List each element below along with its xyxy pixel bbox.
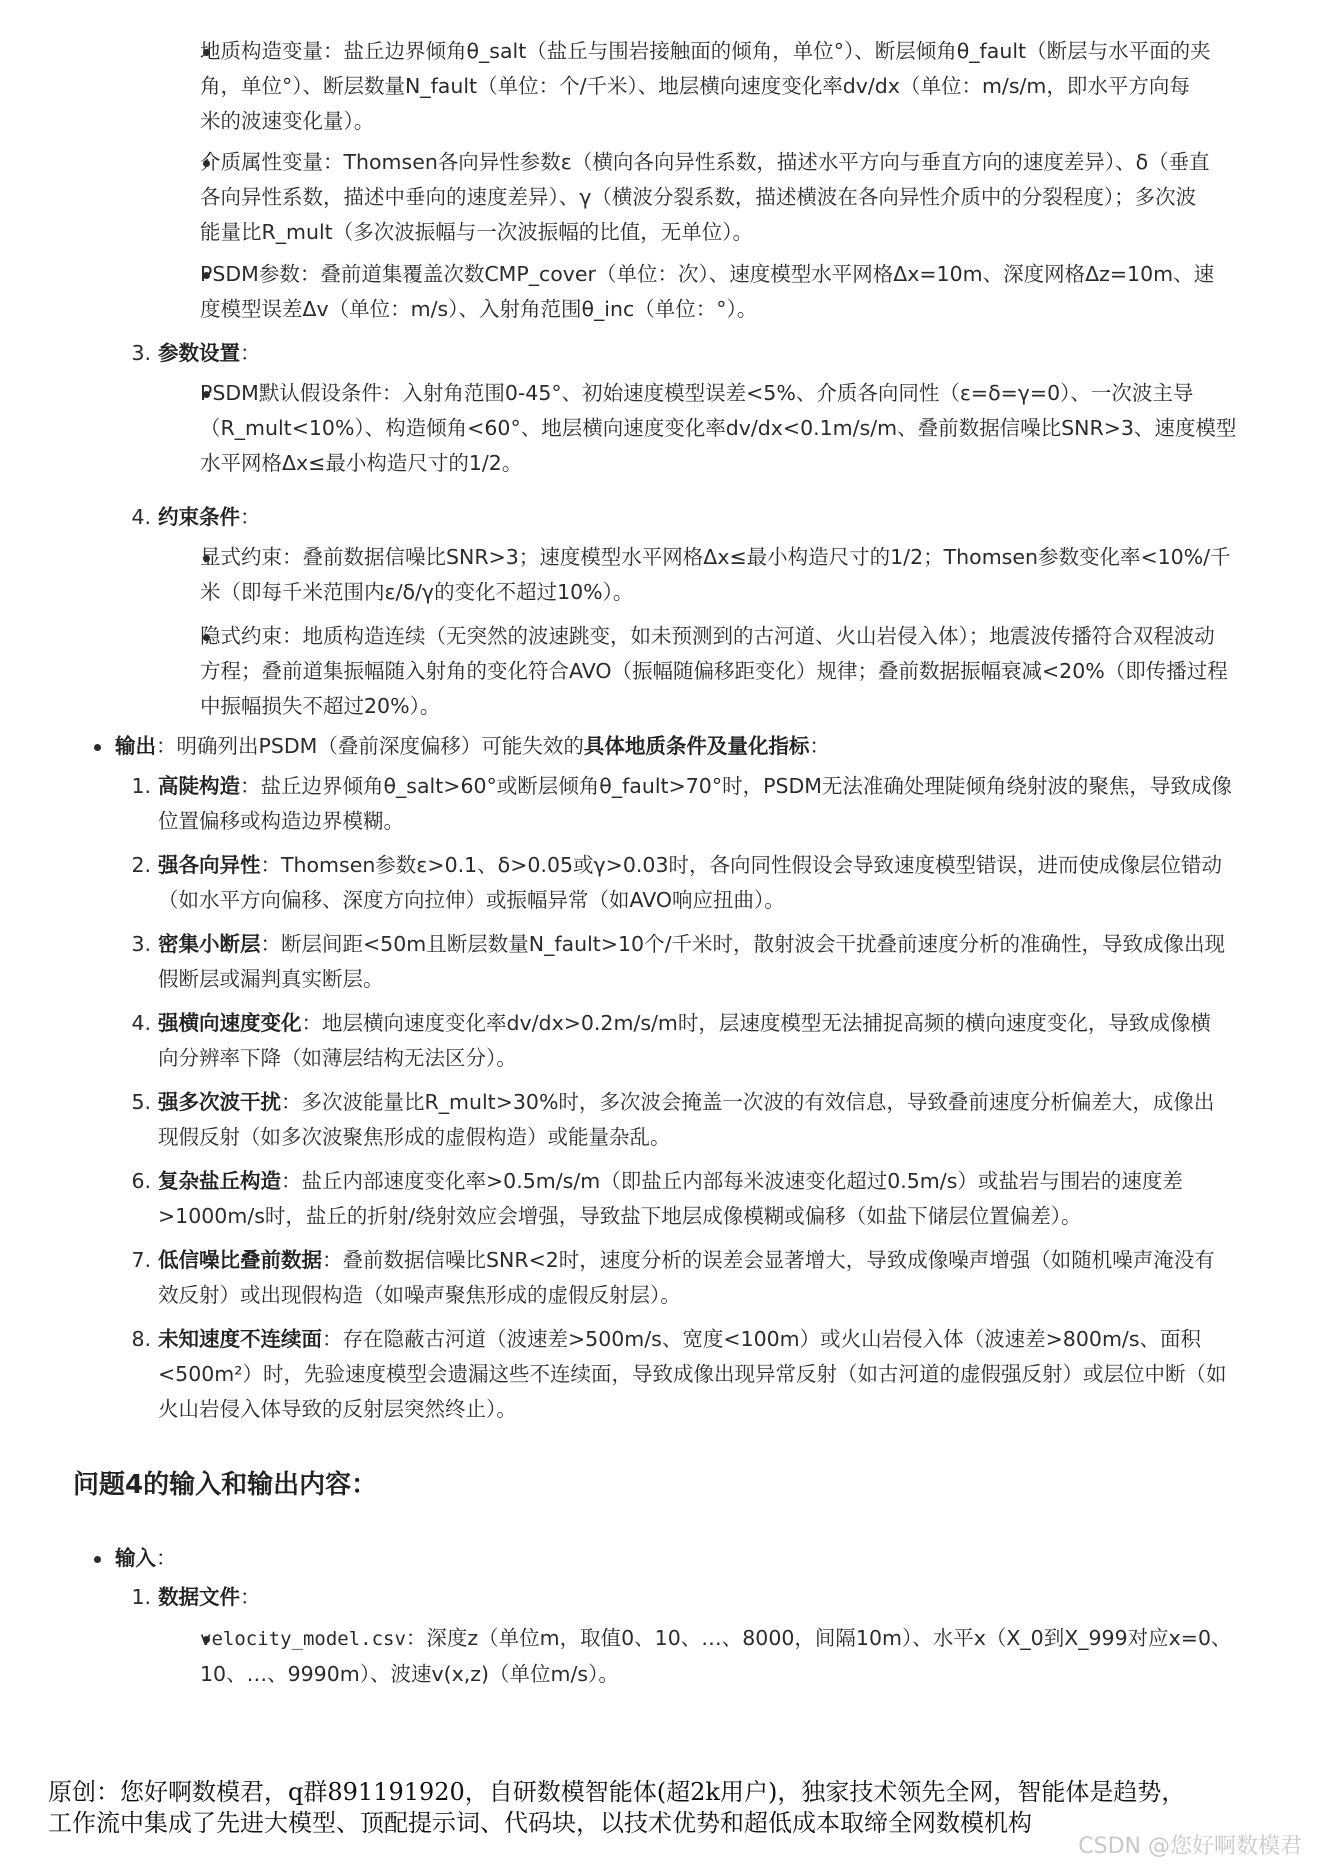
list-number: 2. [131, 853, 151, 877]
text-line: 水平网格Δx≤最小构造尺寸的1/2。 [200, 451, 523, 475]
footer-line: 原创：您好啊数模君，q群891191920，自研数模智能体(超2k用户)，独家技术领先全网，智能体是趋势， [48, 1778, 1186, 1806]
list-number: 7. [131, 1248, 151, 1272]
footer-credit [48, 1777, 1288, 1839]
output-label: 输出 [115, 734, 156, 758]
text-line: 隐式约束：地质构造连续（无突然的波速跳变，如未预测到的古河道、火山岩侵入体）；地震波传播符合双程波动 [200, 624, 1215, 648]
condition-title: 强横向速度变化 [158, 1011, 302, 1035]
condition-title: 高陡构造 [158, 774, 240, 798]
text-line: 角，单位°）、断层数量N_fault（单位：个/千米）、地层横向速度变化率dv/dx（单位：m/s/m，即水平方向每 [200, 74, 1190, 98]
text-line: 10、…、9990m）、波速v(x,z)（单位m/s）。 [200, 1662, 619, 1686]
failure-condition-8 [158, 1322, 1283, 1427]
colon: ： [156, 1546, 177, 1570]
text-line: 显式约束：叠前数据信噪比SNR>3；速度模型水平网格Δx≤最小构造尺寸的1/2；Thomsen参数变化率<10%/千 [200, 545, 1231, 569]
data-files-heading [158, 1580, 261, 1615]
condition-title: 强多次波干扰 [158, 1090, 281, 1114]
text-line: （如水平方向偏移、深度方向拉伸）或振幅异常（如AVO响应扭曲）。 [158, 888, 785, 912]
velocity-model-file [200, 1621, 1280, 1692]
text-line: 火山岩侵入体导致的反射层突然终止）。 [158, 1397, 517, 1421]
text-line: ：盐丘边界倾角θ_salt>60°或断层倾角θ_fault>70°时，PSDM无法准确处理陡倾角绕射波的聚焦，导致成像 [240, 774, 1232, 798]
output-heading [115, 729, 1285, 764]
text-line: ：Thomsen参数ε>0.1、δ>0.05或γ>0.03时，各向同性假设会导致速度模型错误，进而使成像层位错动 [260, 853, 1222, 877]
failure-condition-7 [158, 1243, 1283, 1313]
colon: ： [240, 505, 261, 529]
text-line: 介质属性变量：Thomsen各向异性参数ε（横向各向异性系数，描述水平方向与垂直方向的速度差异）、δ（垂直 [200, 150, 1210, 174]
section-title: 约束条件 [158, 505, 240, 529]
input-heading [115, 1541, 177, 1576]
text-line: 度模型误差Δv（单位：m/s）、入射角范围θ_inc（单位：°）。 [200, 297, 758, 321]
list-number: 8. [131, 1327, 151, 1351]
output-text: ：明确列出PSDM（叠前深度偏移）可能失效的 [156, 734, 584, 758]
condition-title: 复杂盐丘构造 [158, 1169, 281, 1193]
bullet-icon [94, 744, 101, 751]
list-number: 1. [131, 1585, 151, 1609]
failure-condition-5 [158, 1085, 1283, 1155]
text-line: ：多次波能量比R_mult>30%时，多次波会掩盖一次波的有效信息，导致叠前速度分析偏差大，成像出 [281, 1090, 1215, 1114]
watermark: CSDN @您好啊数模君 [1078, 1834, 1302, 1859]
medium-variables [200, 145, 1280, 250]
colon: ： [240, 1585, 261, 1609]
colon: ： [240, 341, 261, 365]
text-line: 中振幅损失不超过20%）。 [200, 694, 441, 718]
geology-variables [200, 34, 1280, 139]
condition-title: 密集小断层 [158, 932, 261, 956]
list-number: 4. [131, 1011, 151, 1035]
text-line: ：盐丘内部速度变化率>0.5m/s/m（即盐丘内部每米波速变化超过0.5m/s）或盐岩与围岩的速度差 [281, 1169, 1183, 1193]
failure-condition-3 [158, 927, 1283, 997]
list-number: 5. [131, 1090, 151, 1114]
default-assumptions [200, 376, 1280, 481]
text-line: 向分辨率下降（如薄层结构无法区分）。 [158, 1046, 517, 1070]
text-line: 米的波速变化量）。 [200, 109, 375, 133]
text-line: 位置偏移或构造边界模糊。 [158, 809, 404, 833]
text-line: ：叠前数据信噪比SNR<2时，速度分析的误差会显著增大，导致成像噪声增强（如随机噪声淹没有 [322, 1248, 1215, 1272]
psdm-parameters [200, 257, 1280, 327]
text-line: （R_mult<10%）、构造倾角<60°、地层横向速度变化率dv/dx<0.1m/s/m、叠前数据信噪比SNR>3、速度模型 [200, 416, 1237, 440]
text-line: 效反射）或出现假构造（如噪声聚焦形成的虚假反射层）。 [158, 1283, 681, 1307]
list-number: 3. [131, 341, 151, 365]
output-emphasis: 具体地质条件及量化指标 [583, 734, 810, 758]
text-line: PSDM默认假设条件：入射角范围0-45°、初始速度模型误差<5%、介质各向同性（ε=δ=γ=0）、一次波主导 [200, 381, 1194, 405]
bullet-icon [94, 1556, 101, 1563]
list-number: 6. [131, 1169, 151, 1193]
implicit-constraints [200, 619, 1280, 724]
section-constraints [158, 500, 261, 535]
section-title: 参数设置 [158, 341, 240, 365]
text-line: PSDM参数：叠前道集覆盖次数CMP_cover（单位：次）、速度模型水平网格Δx=10m、深度网格Δz=10m、速 [200, 262, 1215, 286]
file-name: velocity_model.csv [200, 1628, 406, 1650]
text-line: 能量比R_mult（多次波振幅与一次波振幅的比值，无单位）。 [200, 220, 753, 244]
condition-title: 低信噪比叠前数据 [158, 1248, 322, 1272]
text-line: 米（即每千米范围内ε/δ/γ的变化不超过10%）。 [200, 580, 634, 604]
text-line: ：断层间距<50m且断层数量N_fault>10个/千米时，散射波会干扰叠前速度分析的准确性，导致成像出现 [260, 932, 1225, 956]
list-number: 4. [131, 505, 151, 529]
text-line: 方程；叠前道集振幅随入射角的变化符合AVO（振幅随偏移距变化）规律；叠前数据振幅衰减<20%（即传播过程 [200, 659, 1228, 683]
text-line: ：存在隐蔽古河道（波速差>500m/s、宽度<100m）或火山岩侵入体（波速差>800m/s、面积 [322, 1327, 1201, 1351]
condition-title: 未知速度不连续面 [158, 1327, 322, 1351]
list-number: 1. [131, 774, 151, 798]
failure-condition-6 [158, 1164, 1283, 1234]
footer-line: 工作流中集成了先进大模型、顶配提示词、代码块，以技术优势和超低成本取缔全网数模机构 [48, 1809, 1032, 1837]
failure-condition-1 [158, 769, 1283, 839]
explicit-constraints [200, 540, 1280, 610]
input-label: 输入 [115, 1546, 156, 1570]
condition-title: 强各向异性 [158, 853, 261, 877]
text-line: 各向异性系数，描述中垂向的速度差异）、γ（横波分裂系数，描述横波在各向异性介质中的分裂程度）；多次波 [200, 185, 1197, 209]
text-line: 现假反射（如多次波聚焦形成的虚假构造）或能量杂乱。 [158, 1125, 671, 1149]
section-heading: 问题4的输入和输出内容： [73, 1470, 378, 1500]
text-line: 地质构造变量：盐丘边界倾角θ_salt（盐丘与围岩接触面的倾角，单位°）、断层倾角θ_fault（断层与水平面的夹 [200, 39, 1211, 63]
text-line: ：深度z（单位m，取值0、10、…、8000，间隔10m）、水平x（X_0到X_999对应x=0、 [405, 1626, 1232, 1650]
text-line: >1000m/s时，盐丘的折射/绕射效应会增强，导致盐下地层成像模糊或偏移（如盐下储层位置偏差）。 [158, 1204, 1082, 1228]
section-param-setting [158, 336, 261, 371]
failure-condition-4 [158, 1006, 1283, 1076]
failure-condition-2 [158, 848, 1283, 918]
text-line: <500m²）时，先验速度模型会遗漏这些不连续面，导致成像出现异常反射（如古河道的虚假强反射）或层位中断（如 [158, 1362, 1227, 1386]
text-line: ：地层横向速度变化率dv/dx>0.2m/s/m时，层速度模型无法捕捉高频的横向速度变化，导致成像横 [301, 1011, 1211, 1035]
text-line: 假断层或漏判真实断层。 [158, 967, 384, 991]
section-title: 数据文件 [158, 1585, 240, 1609]
list-number: 3. [131, 932, 151, 956]
colon: ： [809, 734, 830, 758]
